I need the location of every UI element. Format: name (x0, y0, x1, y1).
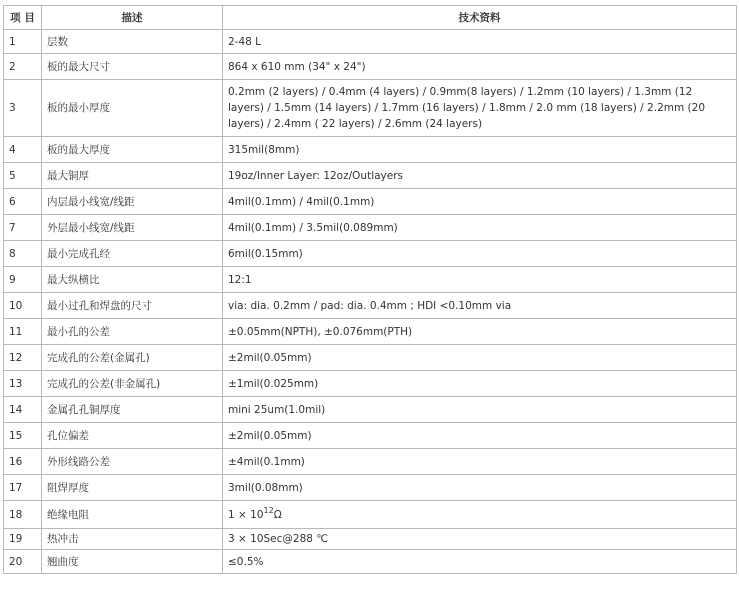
row-spec: ±2mil(0.05mm) (223, 423, 737, 449)
table-row (4, 189, 737, 215)
row-number: 7 (4, 215, 42, 241)
row-spec: ±0.05mm(NPTH), ±0.076mm(PTH) (223, 319, 737, 345)
row-number: 1 (4, 30, 42, 54)
row-description: 完成孔的公差(非金属孔) (42, 371, 223, 397)
row-spec: 12:1 (223, 267, 737, 293)
table-row (4, 267, 737, 293)
row-number: 5 (4, 163, 42, 189)
row-number: 3 (4, 80, 42, 137)
row-number: 6 (4, 189, 42, 215)
row-number: 13 (4, 371, 42, 397)
row-number: 17 (4, 475, 42, 501)
row-description: 绝缘电阻 (42, 501, 223, 529)
row-spec: 315mil(8mm) (223, 137, 737, 163)
header-technical-data: 技术资料 (223, 6, 737, 30)
row-spec: 19oz/Inner Layer: 12oz/Outlayers (223, 163, 737, 189)
table-row (4, 423, 737, 449)
row-description: 金属孔孔铜厚度 (42, 397, 223, 423)
spec-exponent: 12 (263, 505, 274, 515)
table-row (4, 30, 737, 54)
table-row (4, 345, 737, 371)
row-number: 20 (4, 550, 42, 574)
row-number: 9 (4, 267, 42, 293)
row-description: 外层最小线宽/线距 (42, 215, 223, 241)
row-number: 4 (4, 137, 42, 163)
row-spec: mini 25um(1.0mil) (223, 397, 737, 423)
row-number: 19 (4, 529, 42, 550)
row-spec: 864 x 610 mm (34" x 24") (223, 54, 737, 80)
table-row (4, 163, 737, 189)
table-row (4, 241, 737, 267)
table-row (4, 137, 737, 163)
table-row (4, 397, 737, 423)
row-description: 最大铜厚 (42, 163, 223, 189)
row-description: 孔位偏差 (42, 423, 223, 449)
row-spec: 3 × 10Sec@288 ℃ (223, 529, 737, 550)
row-description: 热冲击 (42, 529, 223, 550)
row-description: 最小过孔和焊盘的尺寸 (42, 293, 223, 319)
row-description: 最小孔的公差 (42, 319, 223, 345)
row-description: 完成孔的公差(金属孔) (42, 345, 223, 371)
row-spec (223, 501, 737, 529)
row-spec: 6mil(0.15mm) (223, 241, 737, 267)
row-number: 14 (4, 397, 42, 423)
spec-table (3, 5, 737, 574)
row-spec: 0.2mm (2 layers) / 0.4mm (4 layers) / 0.9mm(8 layers) / 1.2mm (10 layers) / 1.3mm (12 layers) / 1.5mm (14 layers) / 1.7mm (16 layers) / 1.8mm / 2.0 mm (18 layers) / 2.2mm (20 layers) / 2.4mm ( 22 layers) / 2.6mm (24 layers) (223, 80, 737, 137)
row-spec: ±1mil(0.025mm) (223, 371, 737, 397)
header-description: 描述 (42, 6, 223, 30)
row-description: 板的最小厚度 (42, 80, 223, 137)
row-spec: ±4mil(0.1mm) (223, 449, 737, 475)
row-number: 10 (4, 293, 42, 319)
table-row (4, 475, 737, 501)
row-description: 最小完成孔经 (42, 241, 223, 267)
row-description: 板的最大尺寸 (42, 54, 223, 80)
row-number: 15 (4, 423, 42, 449)
row-spec: ±2mil(0.05mm) (223, 345, 737, 371)
row-spec: 4mil(0.1mm) / 3.5mil(0.089mm) (223, 215, 737, 241)
table-row (4, 449, 737, 475)
table-row (4, 215, 737, 241)
table-row (4, 550, 737, 574)
row-number: 18 (4, 501, 42, 529)
row-spec: 3mil(0.08mm) (223, 475, 737, 501)
header-row (4, 6, 737, 30)
table-row (4, 319, 737, 345)
row-number: 8 (4, 241, 42, 267)
header-item: 项 目 (4, 6, 42, 30)
row-spec: 2-48 L (223, 30, 737, 54)
table-row (4, 54, 737, 80)
table-row (4, 529, 737, 550)
row-description: 最大纵横比 (42, 267, 223, 293)
row-description: 阻焊厚度 (42, 475, 223, 501)
row-number: 11 (4, 319, 42, 345)
table-row (4, 80, 737, 137)
row-spec: via: dia. 0.2mm / pad: dia. 0.4mm ; HDI <0.10mm via (223, 293, 737, 319)
table-row (4, 371, 737, 397)
row-description: 内层最小线宽/线距 (42, 189, 223, 215)
table-row (4, 501, 737, 529)
table-row (4, 293, 737, 319)
row-description: 层数 (42, 30, 223, 54)
row-description: 板的最大厚度 (42, 137, 223, 163)
row-description: 外形线路公差 (42, 449, 223, 475)
row-number: 2 (4, 54, 42, 80)
row-spec: 4mil(0.1mm) / 4mil(0.1mm) (223, 189, 737, 215)
row-spec: ≤0.5% (223, 550, 737, 574)
row-number: 12 (4, 345, 42, 371)
row-number: 16 (4, 449, 42, 475)
row-description: 翘曲度 (42, 550, 223, 574)
spec-unit: Ω (273, 508, 282, 521)
spec-base: 1 × 10 (228, 508, 264, 521)
